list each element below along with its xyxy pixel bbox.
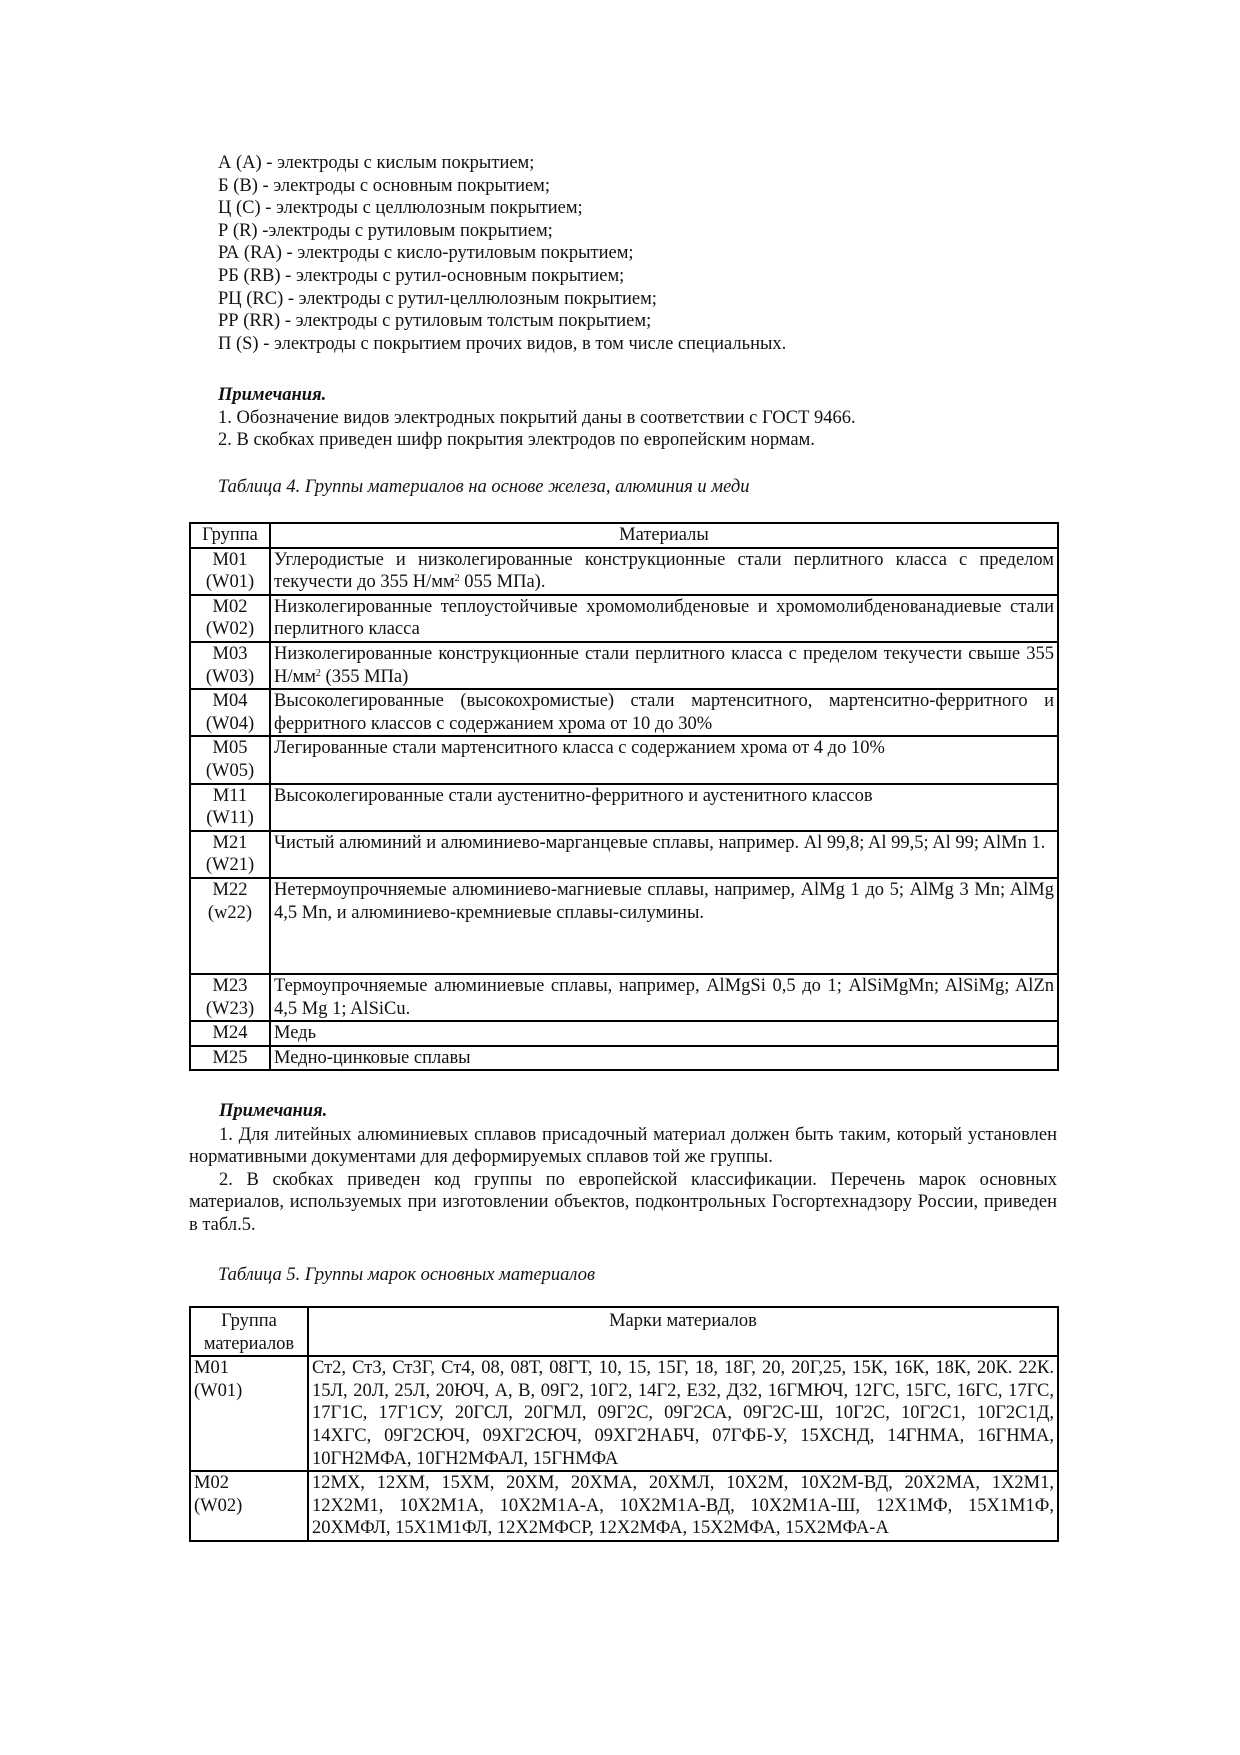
table-row bbox=[190, 548, 1058, 595]
table4-caption: Таблица 4. Группы материалов на основе железа, алюминия и меди bbox=[218, 477, 750, 497]
group-cell: М02 (W02) bbox=[190, 595, 270, 642]
group-cell: М01 (W01) bbox=[190, 548, 270, 595]
note-item: 1. Для литейных алюминиевых сплавов присадочный материал должен быть таким, который установлен нормативными документами для деформируемых сплавов той же группы. bbox=[189, 1124, 1057, 1168]
table-header-row bbox=[190, 523, 1058, 548]
list-item: Р (R) -электроды с рутиловым покрытием; bbox=[218, 220, 553, 241]
column-header-materials: Материалы bbox=[270, 523, 1058, 548]
group-cell: М02 (W02) bbox=[190, 1471, 308, 1541]
group-cell: М21 (W21) bbox=[190, 831, 270, 878]
notes-section-1 bbox=[218, 384, 1118, 452]
list-item: Ц (С) - электроды с целлюлозным покрытием; bbox=[218, 198, 583, 219]
group-cell: М03 (W03) bbox=[190, 642, 270, 689]
list-item: РР (RR) - электроды с рутиловым толстым покрытием; bbox=[218, 311, 652, 332]
notes-section-2 bbox=[189, 1100, 1057, 1237]
materials-cell: Низколегированные конструкционные стали перлитного класса с пределом текучести свыше 355 $Н/мм^2$ (355 МПа) bbox=[270, 642, 1058, 689]
group-cell: М05 (W05) bbox=[190, 736, 270, 783]
materials-cell: Медь bbox=[270, 1021, 1058, 1046]
table-row bbox=[190, 878, 1058, 974]
group-cell: М22 (w22) bbox=[190, 878, 270, 974]
list-item: Б (В) - электроды с основным покрытием; bbox=[218, 175, 551, 196]
table5-caption: Таблица 5. Группы марок основных материалов bbox=[218, 1265, 596, 1285]
grades-cell: 12МХ, 12ХМ, 15ХМ, 20ХМ, 20ХМА, 20ХМЛ, 10Х2М, 10Х2М-ВД, 20Х2МА, 1Х2М1, 12Х2М1, 10Х2М1А, 10Х2М1А-А, 10Х2М1А-ВД, 10Х2М1А-Ш, 12Х1МФ, 15Х1М1Ф, 20ХМФЛ, 15Х1М1ФЛ, 12Х2МФСР, 12Х2МФА, 15Х2МФА, 15Х2МФА-А bbox=[308, 1471, 1058, 1541]
table-row bbox=[190, 974, 1058, 1021]
list-item: РБ (RB) - электроды с рутил-основным покрытием; bbox=[218, 265, 625, 286]
column-header-group: Группа bbox=[190, 523, 270, 548]
table-row bbox=[190, 1471, 1058, 1541]
note-item: 2. В скобках приведен шифр покрытия электродов по европейским нормам. bbox=[218, 430, 815, 451]
column-header-grades: Марки материалов bbox=[308, 1307, 1058, 1356]
materials-cell: Высоколегированные стали аустенитно-ферритного и аустенитного классов bbox=[270, 784, 1058, 831]
group-cell: М23 (W23) bbox=[190, 974, 270, 1021]
notes-heading: Примечания. bbox=[218, 385, 327, 405]
materials-cell: Низколегированные теплоустойчивые хромомолибденовые и хромомолибденованадиевые стали перлитного класса bbox=[270, 595, 1058, 642]
materials-cell: Термоупрочняемые алюминиевые сплавы, например, AlMgSi 0,5 до 1; AlSiMgMn; AlSiMg; AlZn 4,5 Mg 1; AlSiCu. bbox=[270, 974, 1058, 1021]
group-cell: М24 bbox=[190, 1021, 270, 1046]
table-row bbox=[190, 784, 1058, 831]
table-row bbox=[190, 595, 1058, 642]
materials-cell: Легированные стали мартенситного класса с содержанием хрома от 4 до 10% bbox=[270, 736, 1058, 783]
group-cell: М25 bbox=[190, 1046, 270, 1071]
table-row bbox=[190, 642, 1058, 689]
group-cell: М01 (W01) bbox=[190, 1356, 308, 1471]
list-item: РЦ (RC) - электроды с рутил-целлюлозным покрытием; bbox=[218, 288, 657, 309]
materials-cell: Углеродистые и низколегированные конструкционные стали перлитного класса с пределом текучести до 355 $Н/мм^2$ 055 МПа). bbox=[270, 548, 1058, 595]
list-item: А (А) - электроды с кислым покрытием; bbox=[218, 153, 535, 173]
table-row bbox=[190, 1021, 1058, 1046]
materials-cell: Медно-цинковые сплавы bbox=[270, 1046, 1058, 1071]
table4 bbox=[189, 522, 1059, 1071]
grades-cell: Ст2, Ст3, Ст3Г, Ст4, 08, 08Т, 08ГТ, 10, 15, 15Г, 18, 18Г, 20, 20Г,25, 15К, 16К, 18К, 20К. 22К. 15Л, 20Л, 25Л, 20ЮЧ, А, В, 09Г2, 10Г2, 14Г2, Е32, Д32, 16ГМЮЧ, 12ГС, 15ГС, 16ГС, 17ГС, 17Г1С, 17Г1СУ, 20ГСЛ, 20ГМЛ, 09Г2С, 09Г2СА, 09Г2С-Ш, 10Г2С, 10Г2С1, 10Г2С1Д, 14ХГС, 09Г2СЮЧ, 09ХГ2СЮЧ, 09ХГ2НАБЧ, 07ГФБ-У, 15ХСНД, 14ГНМА, 16ГНМА, 10ГН2МФА, 10ГН2МФАЛ, 15ГНМФА bbox=[308, 1356, 1058, 1471]
table-row bbox=[190, 831, 1058, 878]
notes-heading: Примечания. bbox=[219, 1101, 328, 1121]
table-row bbox=[190, 736, 1058, 783]
list-item: РА (RA) - электроды с кисло-рутиловым покрытием; bbox=[218, 243, 634, 264]
coating-types-list bbox=[218, 152, 1118, 355]
table-row bbox=[190, 1046, 1058, 1071]
table-row bbox=[190, 1356, 1058, 1471]
materials-cell: Нетермоупрочняемые алюминиево-магниевые сплавы, например, AlMg 1 до 5; AlMg 3 Mn; AlMg 4,5 Mn, и алюминиево-кремниевые сплавы-силумины. bbox=[270, 878, 1058, 974]
table-header-row bbox=[190, 1307, 1058, 1356]
column-header-group: Группа материалов bbox=[190, 1307, 308, 1356]
list-item: П (S) - электроды с покрытием прочих видов, в том числе специальных. bbox=[218, 333, 787, 354]
note-item: 2. В скобках приведен код группы по европейской классификации. Перечень марок основных материалов, используемых при изготовлении объектов, подконтрольных Госгортехнадзору России, приведен в табл.5. bbox=[189, 1169, 1057, 1235]
table-row bbox=[190, 689, 1058, 736]
table5 bbox=[189, 1306, 1059, 1542]
note-item: 1. Обозначение видов электродных покрытий даны в соответствии с ГОСТ 9466. bbox=[218, 407, 856, 428]
materials-cell: Высоколегированные (высокохромистые) стали мартенситного, мартенситно-ферритного и ферритного классов с содержанием хрома от 10 до 30% bbox=[270, 689, 1058, 736]
group-cell: М11 (W11) bbox=[190, 784, 270, 831]
group-cell: М04 (W04) bbox=[190, 689, 270, 736]
materials-cell: Чистый алюминий и алюминиево-марганцевые сплавы, например. Al 99,8; Al 99,5; Al 99; AlMn 1. bbox=[270, 831, 1058, 878]
